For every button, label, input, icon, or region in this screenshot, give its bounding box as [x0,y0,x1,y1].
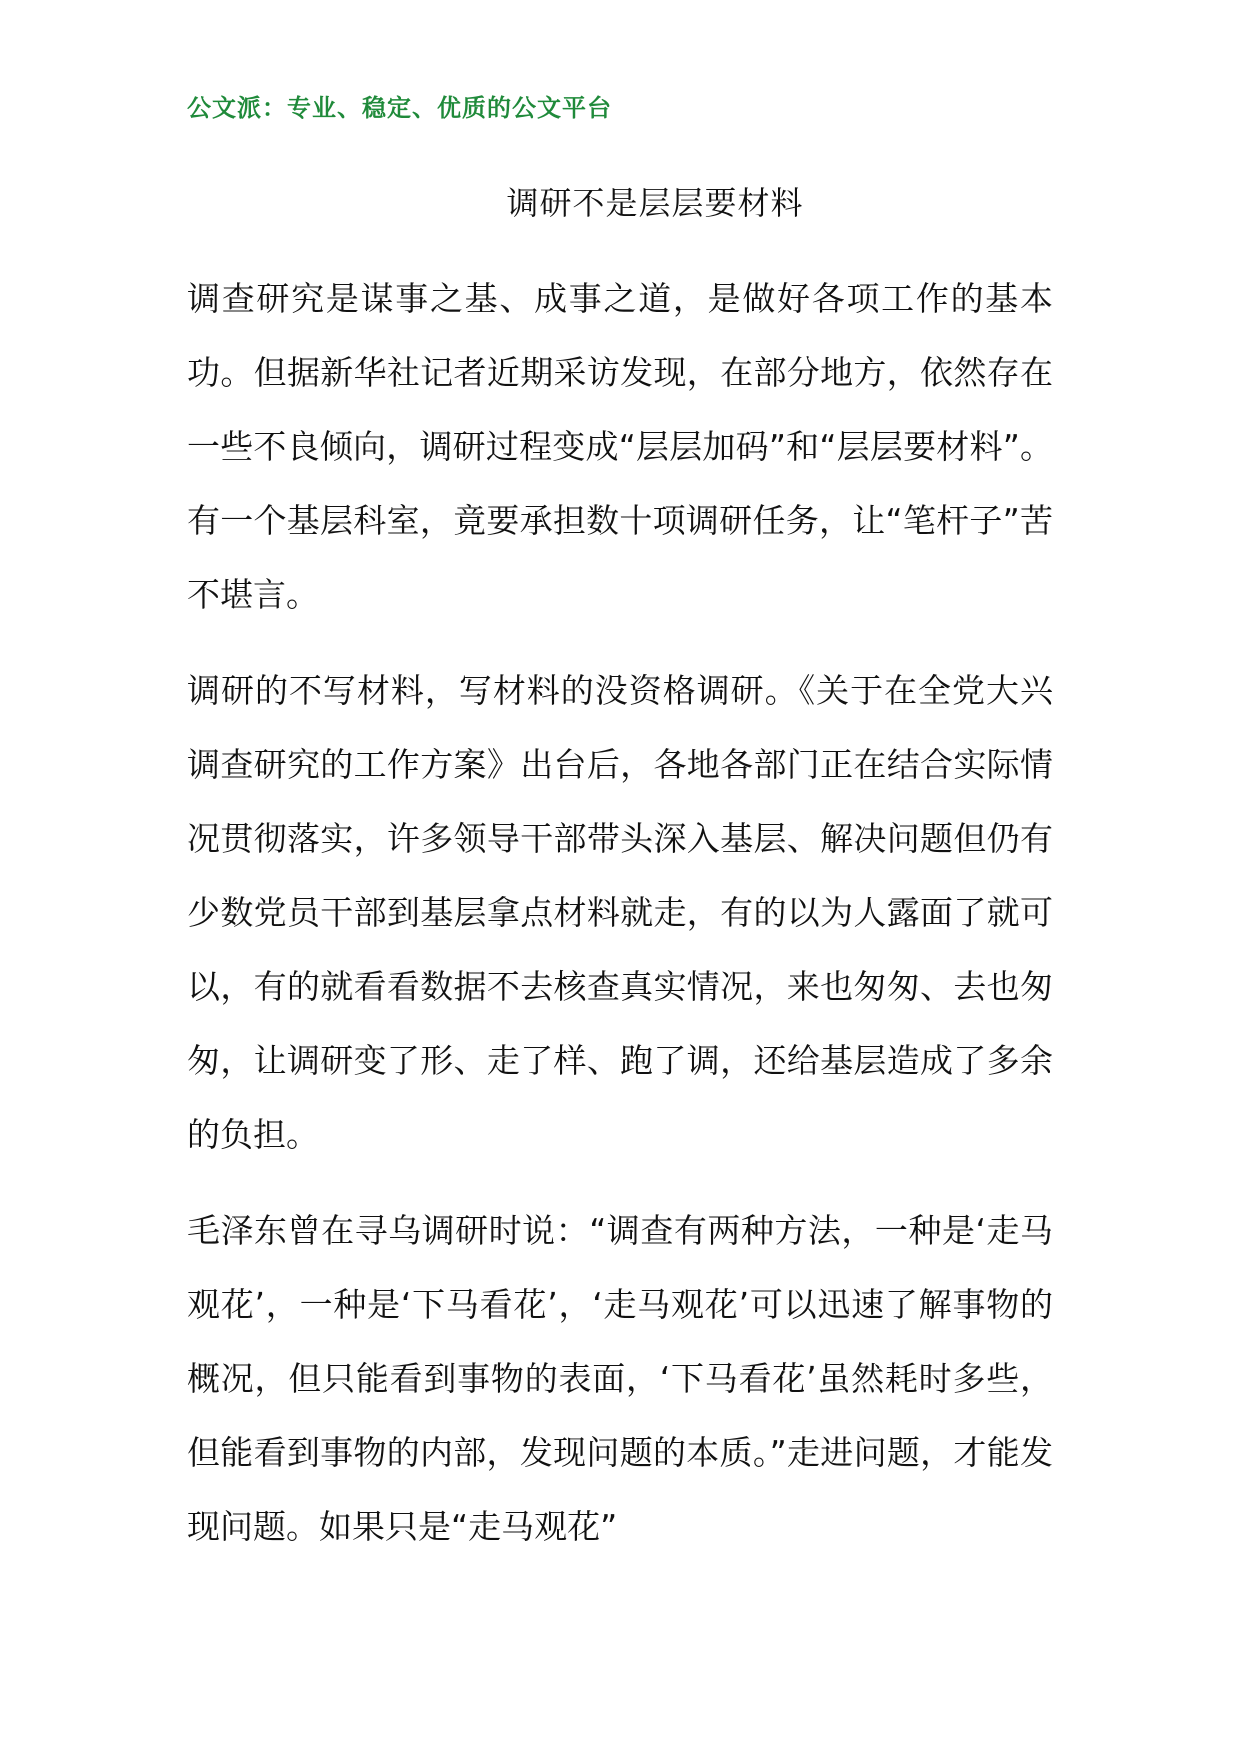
body-paragraph-1: 调查研究是谋事之基、成事之道，是做好各项工作的基本功。但据新华社记者近期采访发现，在部分地方，依然存在一些不良倾向，调研过程变成“层层加码”和“层层要材料”。有一个基层科室，竟要承担数十项调研任务，让“笔杆子”苦不堪言。 [187,279,1053,614]
document-title-text: 调研不是层层要材料 [506,184,804,222]
brand-header: 公文派：专业、稳定、优质的公文平台 [187,94,612,122]
body-paragraph-2: 调研的不写材料，写材料的没资格调研。《关于在全党大兴调查研究的工作方案》出台后，各地各部门正在结合实际情况贯彻落实，许多领导干部带头深入基层、解决问题但仍有少数党员干部到基层拿点材料就走，有的以为人露面了就可以，有的就看看数据不去核查真实情况，来也匆匆、去也匆匆，让调研变了形、走了样、跑了调，还给基层造成了多余的负担。 [187,671,1053,1154]
document-body [187,262,1053,1586]
document-title [0,178,1240,224]
body-paragraph-3: 毛泽东曾在寻乌调研时说：“调查有两种方法，一种是‘走马观花’，一种是‘下马看花’，‘走马观花’可以迅速了解事物的概况，但只能看到事物的表面，‘下马看花’虽然耗时多些，但能看到事物的内部，发现问题的本质。”走进问题，才能发现问题。如果只是“走马观花” [187,1211,1053,1546]
